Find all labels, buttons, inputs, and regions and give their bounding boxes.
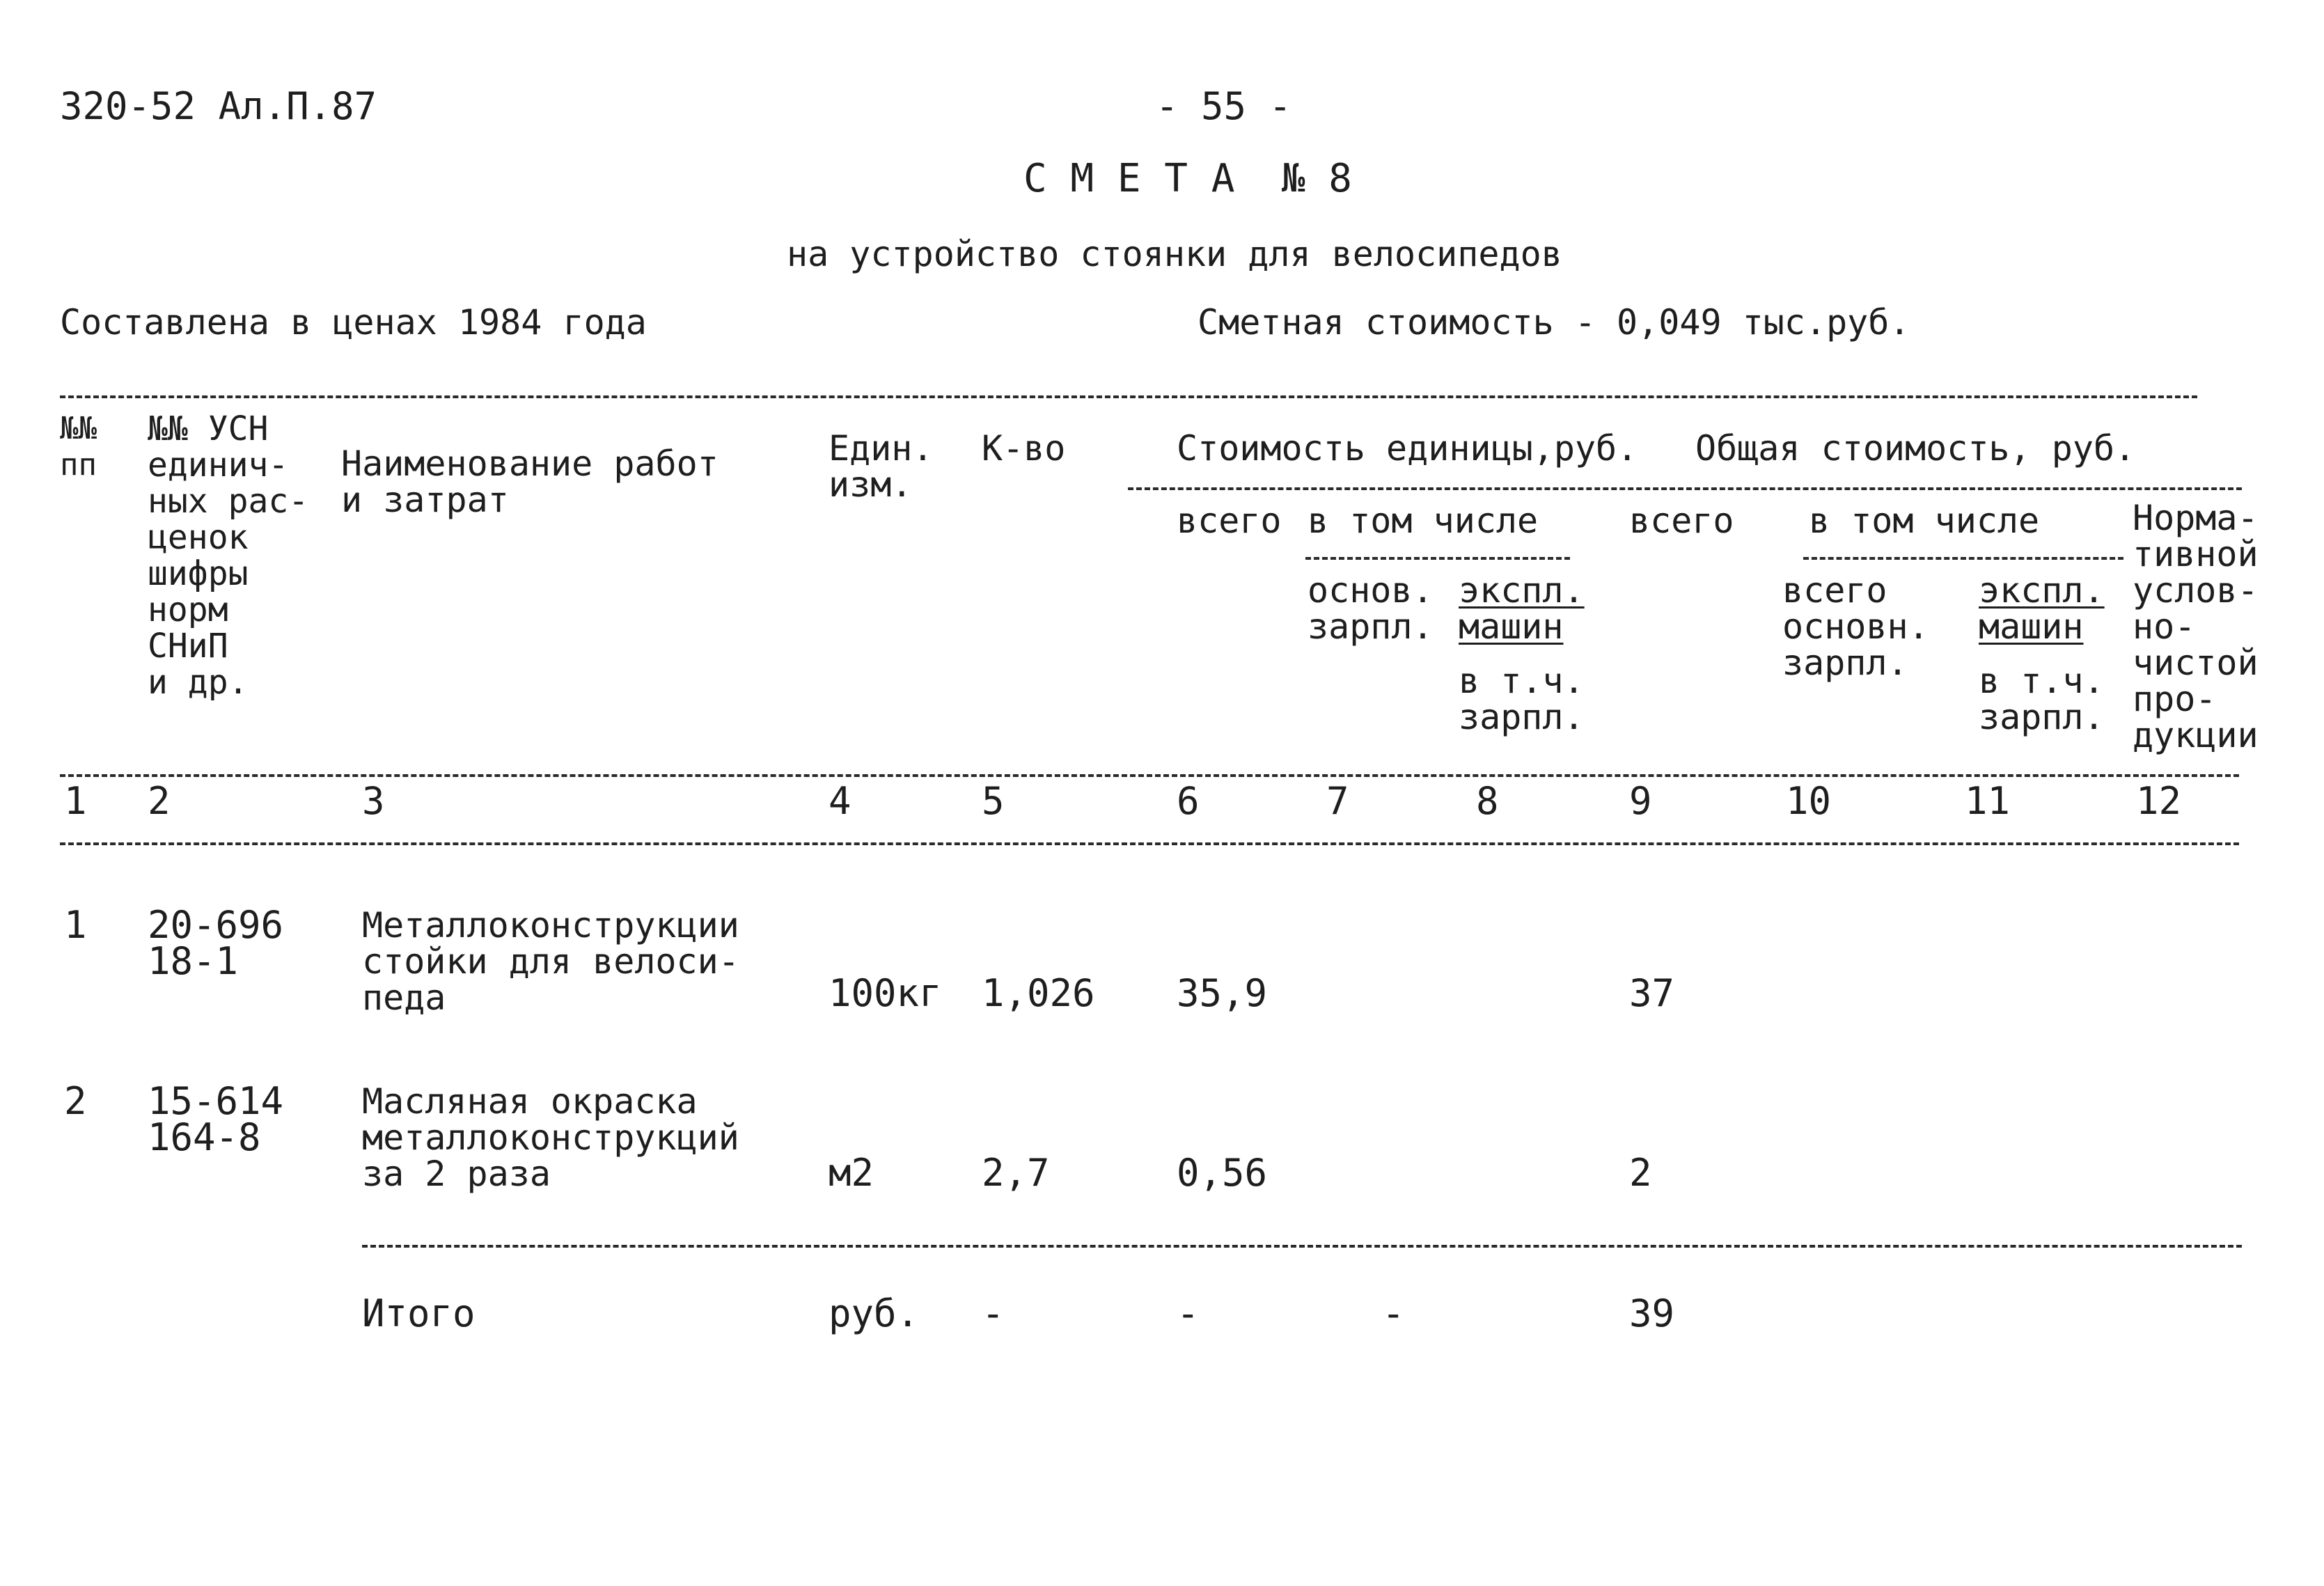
page-subtitle: на устройство стоянки для велосипедов <box>787 234 1562 274</box>
col-number: 9 <box>1629 779 1652 823</box>
row1-quantity: 1,026 <box>982 971 1095 1015</box>
header-unit-machines: экспл. машин <box>1459 570 1585 647</box>
row1-name: Металлоконструкции стойки для велоси- педа <box>362 905 739 1018</box>
colnum-bottom-rule <box>60 842 2239 845</box>
header-work-name: Наименование работ и затрат <box>341 443 719 520</box>
col-number: 8 <box>1476 779 1499 823</box>
header-normative-output: Норма- тивной услов- но- чистой про- дукции <box>2133 498 2259 755</box>
row2-number: 2 <box>64 1079 87 1123</box>
header-unit-all: всего <box>1177 501 1282 541</box>
header-unit: Един. изм. <box>829 428 934 505</box>
col-number: 5 <box>982 779 1005 823</box>
col-number: 7 <box>1326 779 1349 823</box>
page-title: С М Е Т А № 8 <box>1023 156 1353 201</box>
header-norm-code: №№ УСН единич- ных рас- ценок шифры норм СНиП и др. <box>148 409 309 702</box>
header-quantity: К-во <box>982 428 1066 469</box>
summary-quantity: - <box>982 1291 1005 1335</box>
row2-total: 2 <box>1629 1151 1652 1195</box>
header-top-rule <box>60 395 2197 398</box>
header-total-all: всего <box>1629 501 1734 541</box>
summary-label: Итого <box>362 1291 476 1335</box>
document-code: 320-52 Ал.П.87 <box>60 84 377 128</box>
summary-rule <box>362 1245 2242 1248</box>
header-row-number: №№ пп <box>60 411 97 482</box>
col-number: 2 <box>148 779 171 823</box>
col-number: 6 <box>1177 779 1200 823</box>
row2-unit: м2 <box>829 1151 874 1195</box>
prices-note: Составлена в ценах 1984 года <box>60 302 647 343</box>
header-total-machine-wage: в т.ч. зарпл. <box>1979 661 2105 737</box>
header-total-machines: экспл. машин <box>1979 570 2105 647</box>
header-unit-base-wage: основ. зарпл. <box>1308 570 1434 647</box>
header-total-cost: Общая стоимость, руб. <box>1695 428 2136 469</box>
row1-unit-total: 35,9 <box>1177 971 1268 1015</box>
col-number: 12 <box>2136 779 2182 823</box>
header-total-including: в том числе <box>1809 501 2040 541</box>
row2-name: Масляная окраска металлоконструкций за 2 раза <box>362 1081 739 1194</box>
col-number: 3 <box>362 779 385 823</box>
cost-group-rule <box>1128 487 2242 490</box>
row2-code: 15-614 164-8 <box>148 1079 284 1159</box>
col-number: 11 <box>1965 779 2011 823</box>
summary-total: 39 <box>1629 1291 1675 1335</box>
col-number: 4 <box>829 779 851 823</box>
header-unit-machine-wage: в т.ч. зарпл. <box>1459 661 1585 737</box>
summary-unit-total: - <box>1177 1291 1200 1335</box>
header-unit-including: в том числе <box>1308 501 1539 541</box>
row2-quantity: 2,7 <box>982 1151 1050 1195</box>
unit-incl-rule <box>1305 557 1570 560</box>
colnum-top-rule <box>60 774 2239 777</box>
summary-base-wage: - <box>1382 1291 1405 1335</box>
row1-code: 20-696 18-1 <box>148 903 284 983</box>
total-incl-rule <box>1803 557 2123 560</box>
header-total-base-wage: всего основн. зарпл. <box>1782 570 1929 683</box>
row2-unit-total: 0,56 <box>1177 1151 1268 1195</box>
summary-unit: руб. <box>829 1291 920 1335</box>
row1-total: 37 <box>1629 971 1675 1015</box>
header-unit-cost: Стоимость единицы,руб. <box>1177 428 1638 469</box>
row1-number: 1 <box>64 903 87 947</box>
estimated-cost: Сметная стоимость - 0,049 тыс.руб. <box>1198 302 1910 343</box>
col-number: 10 <box>1786 779 1832 823</box>
page-number: - 55 - <box>1156 84 1292 128</box>
col-number: 1 <box>64 779 87 823</box>
row1-unit: 100кг <box>829 971 942 1015</box>
